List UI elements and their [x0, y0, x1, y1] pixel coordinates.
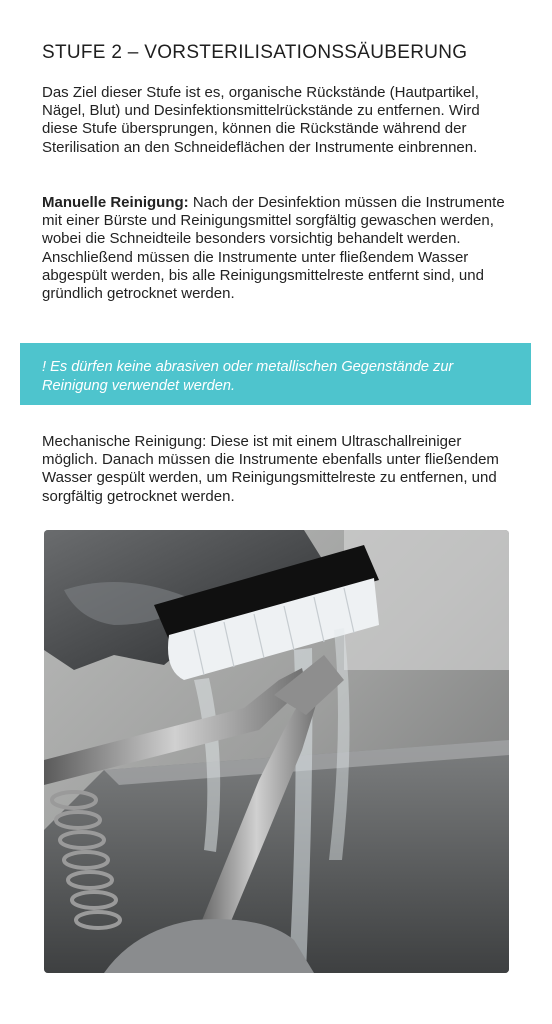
manual-cleaning-paragraph [42, 194, 516, 303]
manual-cleaning-label: Manuelle Reinigung: [42, 194, 189, 211]
mechanical-cleaning-paragraph: Mechanische Reinigung: Diese ist mit einem Ultraschallreiniger möglich. Danach müssen die Instrumente ebenfalls unter fließendem Wasser gespült werden, um Reinigungsmittelreste zu entfernen, und sorgfältig getrocknet werden. [42, 433, 499, 505]
manual-cleaning-text: Nach der Desinfektion müssen die Instrumente mit einer Bürste und Reinigungsmittel sorgfältig gewaschen werden, wobei die Schneidteile besonders vorsichtig behandelt werden. Anschließend müssen die Instrumente unter fließendem Wasser abgespült werden, bis alle Reinigungsmittelreste entfernt sind, und gründlich getrocknet werden. [42, 194, 505, 303]
intro-paragraph: Das Ziel dieser Stufe ist es, organische Rückstände (Hautpartikel, Nägel, Blut) und Desinfektionsmittelrückstände zu entfernen. Wird diese Stufe übersprungen, können die Rückstände während der Sterilisation an den Schneideflächen der Instrumente einbrennen. [42, 84, 480, 156]
section-heading: STUFE 2 – VORSTERILISATIONSSÄUBERUNG [42, 42, 468, 63]
cleaning-photo [44, 530, 509, 973]
warning-notice-text: ! Es dürfen keine abrasiven oder metallischen Gegenstände zur Reinigung verwendet werden. [42, 359, 454, 394]
warning-notice-box [20, 343, 531, 405]
